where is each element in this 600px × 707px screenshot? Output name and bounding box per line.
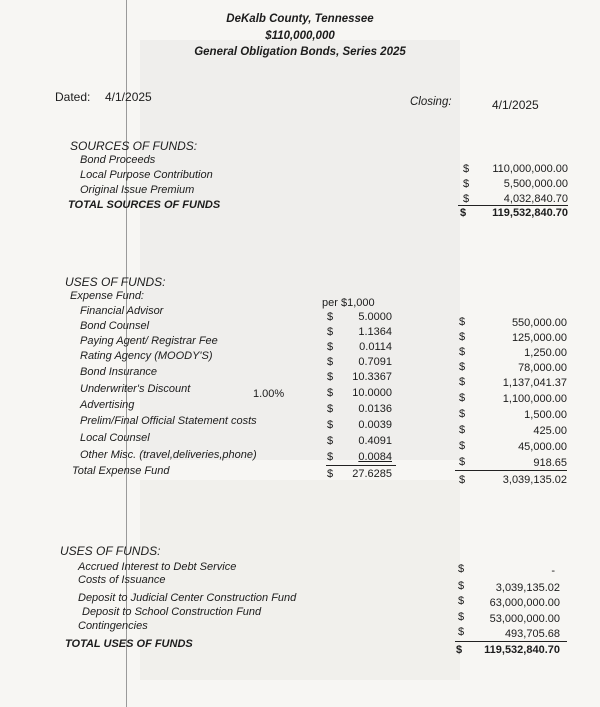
expense-row-dollar: $ [459, 456, 466, 468]
final-use-amount: 63,000,000.00 [489, 597, 560, 609]
underwriter-discount-rate: 1.00% [253, 388, 285, 400]
expense-row-dollar: $ [459, 440, 466, 452]
sources-item-dollar: $ [463, 193, 470, 205]
expense-row-amount: 125,000.00 [511, 332, 567, 344]
expense-row-rate: 0.0084 [358, 451, 392, 463]
expense-row-rate: 0.0136 [358, 403, 392, 415]
final-use-dollar: $ [458, 611, 465, 623]
expense-row-dollar: $ [459, 424, 466, 436]
expense-row-amount: 1,250.00 [524, 347, 567, 359]
closing-value: 4/1/2025 [492, 98, 539, 112]
expense-row-label: Rating Agency (MOODY'S) [80, 350, 213, 362]
expense-total-amount: 3,039,135.02 [502, 474, 567, 486]
expense-row-rate-dollar: $ [327, 419, 334, 431]
expense-row-dollar: $ [459, 361, 466, 373]
final-use-amount: 493,705.68 [504, 628, 560, 640]
sources-item-label: Local Purpose Contribution [80, 169, 213, 181]
rate-total-rule [326, 465, 396, 466]
expense-row-rate-dollar: $ [327, 451, 334, 463]
expense-row-amount: 1,100,000.00 [502, 393, 567, 405]
final-use-label: Accrued Interest to Debt Service [78, 561, 237, 573]
final-use-dollar: $ [458, 595, 465, 607]
sources-heading: SOURCES OF FUNDS: [70, 139, 198, 153]
expense-row-dollar: $ [459, 316, 466, 328]
expense-row-amount: 45,000.00 [518, 441, 567, 453]
sources-item-label: Bond Proceeds [80, 154, 156, 166]
expense-row-label: Bond Insurance [80, 366, 158, 378]
expense-row-rate: 10.3367 [352, 371, 392, 383]
expense-row-label: Prelim/Final Official Statement costs [80, 415, 257, 427]
expense-total-dollar: $ [459, 474, 466, 486]
expense-row-rate: 10.0000 [352, 387, 392, 399]
bond-series: General Obligation Bonds, Series 2025 [194, 46, 406, 58]
expense-row-label: Paying Agent/ Registrar Fee [80, 335, 218, 347]
expense-row-rate-dollar: $ [327, 403, 334, 415]
sources-total-amount: 119,532,840.70 [492, 207, 568, 219]
expense-row-label: Local Counsel [80, 432, 150, 444]
expense-row-rate: 0.0039 [358, 419, 392, 431]
expense-row-rate: 0.0114 [359, 341, 392, 353]
bond-amount: $110,000,000 [265, 30, 335, 42]
expense-row-rate-dollar: $ [327, 371, 334, 383]
expense-fund-subheading: Expense Fund: [70, 290, 144, 302]
expense-row-label: Other Misc. (travel,deliveries,phone) [80, 449, 257, 461]
sources-item-amount: 4,032,840.70 [503, 193, 568, 205]
expense-row-rate-dollar: $ [327, 326, 334, 338]
final-total-rule [455, 641, 567, 642]
final-total-label: TOTAL USES OF FUNDS [65, 638, 193, 650]
expense-total-rate: 27.6285 [352, 468, 392, 480]
expense-row-rate-dollar: $ [327, 356, 334, 368]
county-title: DeKalb County, Tennessee [226, 13, 374, 25]
expense-row-label: Underwriter's Discount [80, 383, 191, 395]
sources-total-label: TOTAL SOURCES OF FUNDS [68, 199, 221, 211]
final-total-amount: 119,532,840.70 [484, 644, 560, 656]
expense-row-rate: 0.7091 [358, 356, 392, 368]
final-use-label: Costs of Issuance [78, 574, 166, 586]
expense-total-rate-dollar: $ [327, 468, 334, 480]
final-use-label: Contingencies [78, 620, 148, 632]
dated-value: 4/1/2025 [105, 90, 152, 104]
sources-total-rule [458, 205, 568, 206]
expense-row-dollar: $ [459, 346, 466, 358]
final-total-dollar: $ [456, 644, 463, 656]
expense-row-rate: 0.4091 [358, 435, 392, 447]
expense-row-amount: 550,000.00 [511, 317, 567, 329]
final-use-dollar: $ [458, 580, 465, 592]
expense-row-amount: 1,137,041.37 [502, 377, 567, 389]
final-use-amount: 3,039,135.02 [495, 582, 560, 594]
final-use-label: Deposit to School Construction Fund [82, 606, 262, 618]
expense-row-rate-dollar: $ [327, 387, 334, 399]
expense-row-amount: 425.00 [533, 425, 567, 437]
expense-row-dollar: $ [459, 331, 466, 343]
final-use-dollar: $ [458, 626, 465, 638]
expense-row-amount: 1,500.00 [524, 409, 567, 421]
closing-label: Closing: [410, 96, 452, 108]
sources-total-dollar: $ [460, 207, 467, 219]
expense-row-dollar: $ [459, 392, 466, 404]
expense-row-amount: 918.65 [533, 457, 567, 469]
bleed-through-shading [140, 480, 463, 680]
expense-total-rule [455, 470, 567, 471]
sources-item-label: Original Issue Premium [80, 184, 195, 196]
expense-row-label: Financial Advisor [80, 305, 164, 317]
per-thousand-label: per $1,000 [322, 297, 375, 309]
sources-item-dollar: $ [463, 178, 470, 190]
expense-row-label: Advertising [80, 399, 135, 411]
expense-section-heading: USES OF FUNDS: [65, 275, 166, 289]
expense-row-label: Bond Counsel [80, 320, 150, 332]
final-use-amount: 53,000,000.00 [489, 613, 560, 625]
expense-row-rate: 5.0000 [358, 311, 392, 323]
expense-total-label: Total Expense Fund [72, 465, 170, 477]
expense-row-dollar: $ [459, 376, 466, 388]
expense-row-rate: 1.1364 [358, 326, 392, 338]
expense-row-amount: 78,000.00 [518, 362, 567, 374]
sources-item-amount: 5,500,000.00 [503, 178, 568, 190]
dated-label: Dated: [55, 90, 91, 104]
expense-row-rate-dollar: $ [327, 341, 334, 353]
final-use-label: Deposit to Judicial Center Construction Fund [78, 592, 297, 604]
expense-row-rate-dollar: $ [327, 311, 334, 323]
final-use-amount: - [551, 565, 555, 577]
expense-row-dollar: $ [459, 408, 466, 420]
final-use-dollar: $ [458, 563, 465, 575]
expense-row-rate-dollar: $ [327, 435, 334, 447]
final-uses-heading: USES OF FUNDS: [60, 544, 161, 558]
sources-item-amount: 110,000,000.00 [492, 163, 568, 175]
sources-item-dollar: $ [463, 163, 470, 175]
